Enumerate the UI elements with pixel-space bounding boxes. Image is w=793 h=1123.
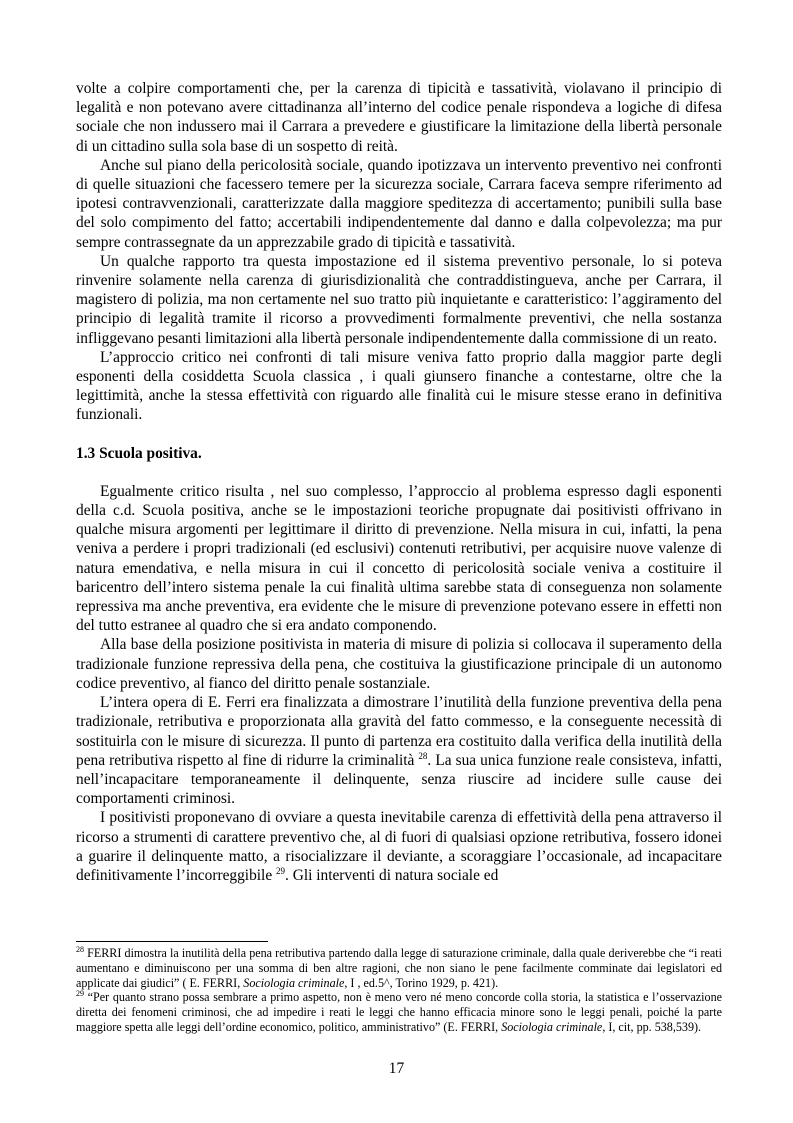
- footnotes: [76, 941, 722, 1035]
- paragraph-8-text-b: . Gli interventi di natura sociale ed: [285, 866, 499, 884]
- paragraph-2: Anche sul piano della pericolosità sociale, quando ipotizzava un intervento preventivo nei confronti di quelle situazioni che facessero temere per la sicurezza sociale, Carrara faceva sempre riferimento ad ipotesi contravvenzionali, caratterizzate dalla maggiore speditezza di accertamento; punibili sulla base del solo compimento del fatto; accertabili indipendentemente dal danno e dalla colpevolezza; ma pur sempre contrassegnate da un apprezzabile grado di tipicità e tassatività.: [76, 156, 722, 251]
- footnote-28: [76, 946, 722, 990]
- paragraph-5: Egualmente critico risulta , nel suo complesso, l’approccio al problema espresso dagli esponenti della c.d. Scuola positiva, anche se le impostazioni teoriche propugnate dai positivisti offrivano in qualche misura argomenti per legittimare il diritto di prevenzione. Nella misura in cui, infatti, la pena veniva a perdere i propri tradizionali (ed esclusivi) contenuti retributivi, per acquisire nuove valenze di natura emendativa, e nella misura in cui il concetto di pericolosità sociale veniva a costituire il baricentro dell’intero sistema penale la cui finalità ultima sarebbe stata di conseguenza non solamente repressiva ma anche preventiva, era evidente che le misure di prevenzione potevano essere in effetti non del tutto estranee al quadro che si era andato componendo.: [76, 482, 722, 635]
- footnote-29-number: 29: [76, 989, 84, 999]
- footnote-ref-29[interactable]: 29: [276, 865, 286, 876]
- paragraph-4: L’approccio critico nei confronti di tali misure veniva fatto proprio dalla maggior parte degli esponenti della cosiddetta Scuola classica , i quali giunsero finanche a contestarne, oltre che la legittimità, anche la stessa effettività con riguardo alle finalità cui le misure stesse erano in definitiva funzionali.: [76, 348, 722, 424]
- footnote-28-title: Sociologia criminale: [243, 975, 345, 990]
- footnote-29: [76, 990, 722, 1034]
- footnote-28-number: 28: [76, 945, 84, 954]
- footnote-29-text-b: , I, cit, pp. 538,539).: [602, 1019, 702, 1034]
- paragraph-8: [76, 808, 722, 885]
- paragraph-6: Alla base della posizione positivista in materia di misure di polizia si collocava il superamento della tradizionale funzione repressiva della pena, che costituiva la giustificazione principale di un autonomo codice preventivo, al fianco del diritto penale sostanziale.: [76, 636, 722, 692]
- footnote-29-title: Sociologia criminale: [501, 1019, 603, 1034]
- footnote-28-text-b: , I , ed.5^, Torino 1929, p. 421).: [344, 975, 499, 990]
- page-body: [76, 79, 722, 885]
- paragraph-7-text-a: L’intera opera di E. Ferri era finalizzata a dimostrare l’inutilità della funzione preventiva della pena tradizionale, retributiva e proporzionata alla gravità del fatto commesso, e la conseguente necessità di sostituirla con le misure di sicurezza. Il punto di partenza era costituito dalla verifica della inutilità della pena retributiva rispetto al fine di ridurre la criminalità: [76, 694, 722, 769]
- paragraph-7: [76, 693, 722, 808]
- footnote-29-text-a: “Per quanto strano possa sembrare a primo aspetto, non è meno vero né meno concorde colla storia, la statistica e l’osservazione diretta dei fenomeni criminosi, che ad impedire i reati le leggi che hanno efficacia minore sono le leggi penali, poiché la parte maggiore spetta alle leggi dell’ordine economico, politico, amministrativo” (E. FERRI,: [76, 990, 722, 1034]
- page-number: 17: [388, 1060, 405, 1077]
- footnote-ref-28[interactable]: 28: [418, 750, 428, 761]
- paragraph-1: volte a colpire comportamenti che, per la carenza di tipicità e tassatività, violavano il principio di legalità e non potevano avere cittadinanza all’interno del codice penale rispondeva a logiche di difesa sociale che non indussero mai il Carrara a prevedere e giustificare la limitazione della libertà personale di un cittadino sulla sola base di un sospetto di reità.: [76, 80, 722, 155]
- paragraph-7-text-b: . La sua unica funzione reale consisteva, infatti, nell’incapacitare temporaneamente il delinquente, senza riuscire ad incidere sulle cause dei comportamenti criminosi.: [76, 751, 722, 808]
- section-heading: 1.3 Scuola positiva.: [76, 444, 202, 462]
- paragraph-8-text-a: I positivisti proponevano di ovviare a questa inevitabile carenza di effettività della pena attraverso il ricorso a strumenti di carattere preventivo che, al di fuori di qualsiasi opzione retributiva, fossero idonei a guarire il delinquente matto, a risocializzare il deviante, a scoraggiare l’occasionale, ad incapacitare definitivamente l’incorreggibile: [76, 809, 722, 884]
- footnote-divider: [76, 941, 268, 942]
- footnote-28-text-a: FERRI dimostra la inutilità della pena retributiva partendo dalla legge di saturazione criminale, dalla quale deriverebbe che “i reati aumentano e diminuiscono per una somma di ben altre ragioni, che non siano le pene facilmente comminate dai legislatori ed applicate dai giudici” ( E. FERRI,: [76, 946, 722, 990]
- paragraph-3: Un qualche rapporto tra questa impostazione ed il sistema preventivo personale, lo si poteva rinvenire solamente nella carenza di giurisdizionalità che contraddistingueva, anche per Carrara, il magistero di polizia, ma non certamente nel suo tratto più inquietante e caratteristico: l’aggiramento del principio di legalità tramite il ricorso a provvedimenti formalmente preventivi, che nella sostanza infliggevano pesanti limitazioni alla libertà personale indipendentemente dalla commissione di un reato.: [76, 252, 722, 347]
